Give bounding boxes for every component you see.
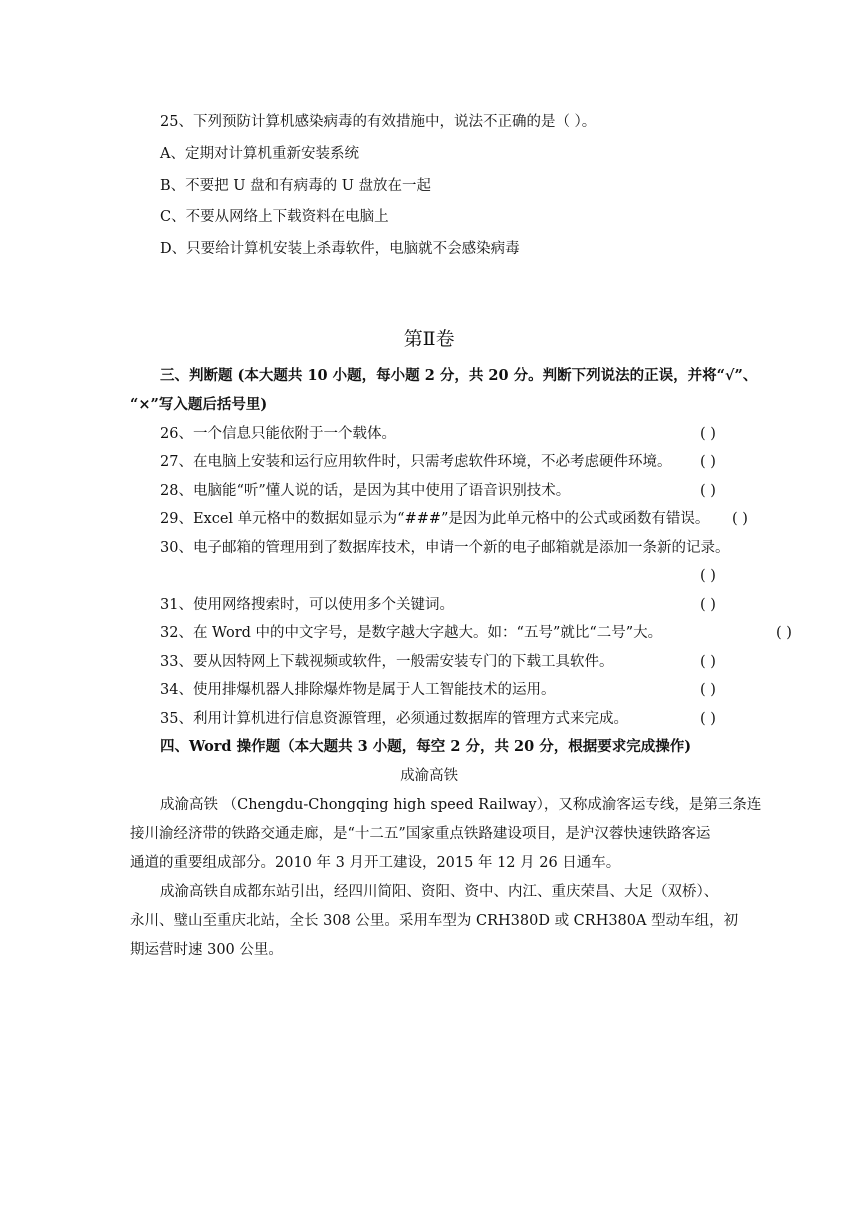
judge-item-28: 28、电脑能“听”懂人说的话，是因为其中使用了语音识别技术。 (160, 483, 571, 499)
answer-paren: ( ) (700, 568, 716, 584)
judge-item-32: 32、在 Word 中的中文字号，是数字越大字越大。如：“五号”就比“二号”大。 (160, 625, 663, 641)
judge-item-31: 31、使用网络搜索时，可以使用多个关键词。 (160, 597, 454, 613)
answer-paren: ( ) (732, 511, 748, 527)
judge-item-27: 27、在电脑上安装和运行应用软件时，只需考虑软件环境，不必考虑硬件环境。 (160, 454, 672, 470)
article-para1-line1: 成渝高铁 （Chengdu-Chongqing high speed Railway），又称成渝客运专线，是第三条连 (160, 797, 762, 813)
section-title: 第Ⅱ卷 (403, 328, 455, 350)
article-title: 成渝高铁 (400, 768, 459, 784)
q25-option-d: D、只要给计算机安装上杀毒软件，电脑就不会感染病毒 (160, 241, 520, 257)
answer-paren: ( ) (700, 426, 716, 442)
answer-paren: ( ) (700, 711, 716, 727)
answer-paren: ( ) (700, 597, 716, 613)
answer-paren: ( ) (700, 682, 716, 698)
answer-paren: ( ) (700, 654, 716, 670)
article-para2-line1: 成渝高铁自成都东站引出，经四川简阳、资阳、资中、内江、重庆荣昌、大足（双桥）、 (160, 884, 719, 900)
q25-stem: 25、下列预防计算机感染病毒的有效措施中，说法不正确的是（ ）。 (160, 114, 597, 130)
judge-item-35: 35、利用计算机进行信息资源管理，必须通过数据库的管理方式来完成。 (160, 711, 628, 727)
judge-header-line2: “×”写入题后括号里) (130, 396, 268, 413)
answer-paren: ( ) (700, 454, 716, 470)
answer-paren: ( ) (700, 483, 716, 499)
judge-item-26: 26、一个信息只能依附于一个载体。 (160, 426, 396, 442)
judge-item-33: 33、要从因特网上下载视频或软件，一般需安装专门的下载工具软件。 (160, 654, 614, 670)
judge-item-29: 29、Excel 单元格中的数据如显示为“###”是因为此单元格中的公式或函数有错误。 (160, 511, 710, 527)
article-para1-line3: 通道的重要组成部分。2010 年 3 月开工建设，2015 年 12 月 26 日通车。 (130, 855, 621, 871)
q25-option-c: C、不要从网络上下载资料在电脑上 (160, 209, 389, 225)
article-para1-line2: 接川渝经济带的铁路交通走廊，是“十二五”国家重点铁路建设项目，是沪汉蓉快速铁路客运 (130, 826, 711, 842)
q25-option-b: B、不要把 U 盘和有病毒的 U 盘放在一起 (160, 178, 432, 194)
judge-item-30: 30、电子邮箱的管理用到了数据库技术，申请一个新的电子邮箱就是添加一条新的记录。 (160, 540, 730, 556)
judge-header-line1: 三、判断题 (本大题共 10 小题，每小题 2 分，共 20 分。判断下列说法的正误，并将“√”、 (160, 367, 758, 384)
judge-item-34: 34、使用排爆机器人排除爆炸物是属于人工智能技术的运用。 (160, 682, 556, 698)
article-para2-line2: 永川、璧山至重庆北站，全长 308 公里。采用车型为 CRH380D 或 CRH380A 型动车组，初 (130, 913, 739, 929)
answer-paren: ( ) (776, 625, 792, 641)
word-header: 四、Word 操作题（本大题共 3 小题，每空 2 分，共 20 分，根据要求完成操作) (160, 738, 692, 755)
article-para2-line3: 期运营时速 300 公里。 (130, 942, 283, 958)
q25-option-a: A、定期对计算机重新安装系统 (160, 146, 359, 162)
